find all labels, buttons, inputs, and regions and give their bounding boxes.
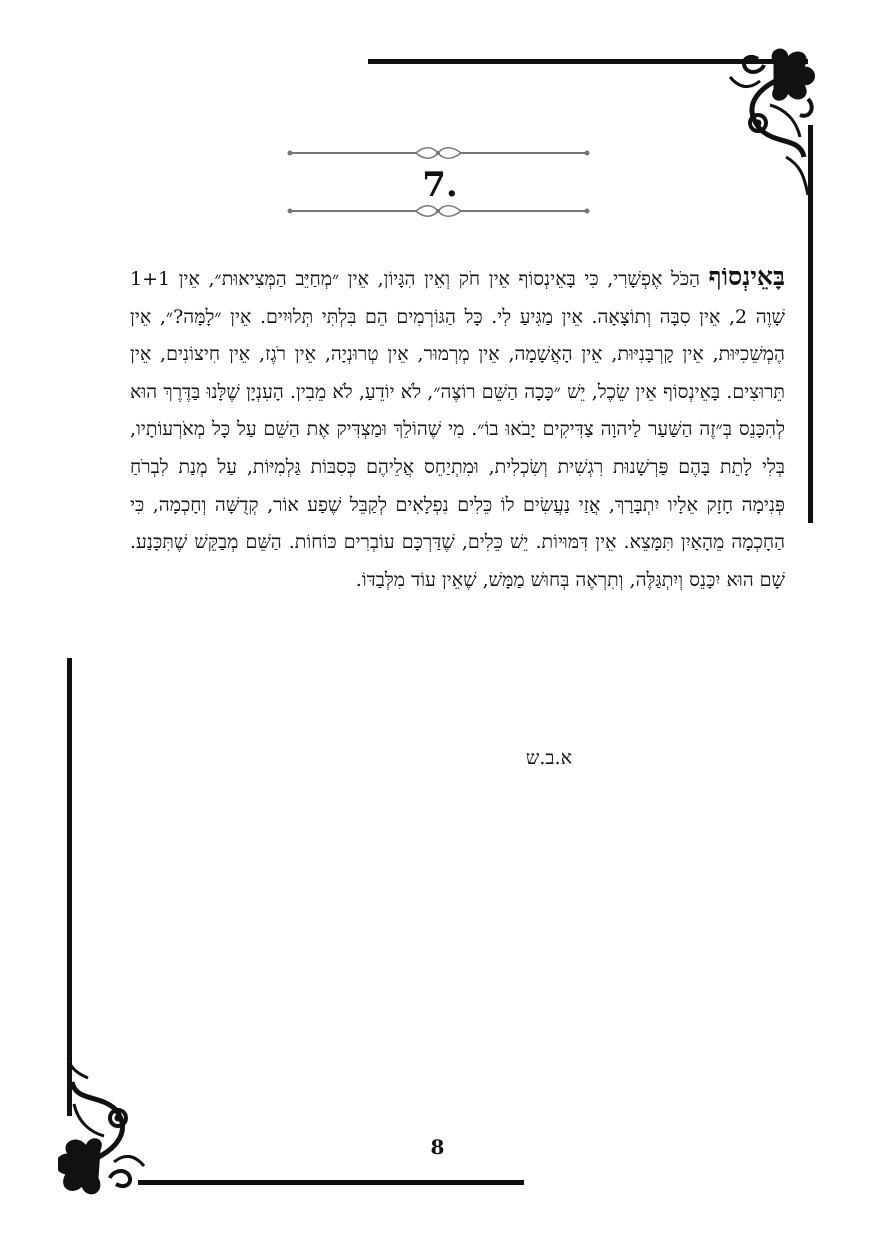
ornament-corner-bottom-left-icon [58,1058,183,1198]
frame-bottom-line [138,1180,524,1185]
chapter-divider-bottom [286,204,591,218]
author-initials: א.ב.ש [525,747,572,769]
lead-word: בָּאֵינְסוֹף [708,262,785,291]
chapter-divider-top [286,146,591,160]
body-paragraph [130,258,785,599]
frame-left-line [67,658,72,1116]
chapter-number: 7. [422,165,458,205]
page-number: 8 [430,1135,445,1159]
ornament-corner-top-right-icon [700,45,820,205]
body-text: הַכֹּל אֶפְשָׁרִי, כִּי בָּאֵינְסוֹף אֵין חֹק וְאֵין הִגָּיוֹן, אֵין ״מְחַיֵּב הַמְּצִיאוּת״, אֵין 1+1 שָׁוֶה 2, אֵין סִבָּה וְתוֹצָאָה. אֵין מַגִּיעַ לִי. כָּל הַגּוֹרְמִים הֵם בִּלְתִּי תְּלוּיִים. אֵין ״לָמָּה?״, אֵין הֶמְשֵׁכִיּוּת, אֵין קָרְבָּנִיּוּת, אֵין הָאֲשָׁמָה, אֵין מְרְמוּר, אֵין טְרוּנְיָה, אֵין רֹגֶז, אֵין חִיצוֹנִים, אֵין תֵּרוּצִים. בָּאֵינְסוֹף אֵין שֵׂכֶל, יֵשׁ ״כָּכָה הַשֵּׁם רוֹצֶה״, לֹא יוֹדֵעַ, לֹא מֵבִין. הָעִנְיָן שֶׁלָּנוּ בַּדֶּרֶךְ הוּא לְהִכָּנֵס בְּ״זֶה הַשַּׁעַר לַיהוָה צַדִּיקִים יָבֹאוּ בוֹ״. מִי שֶׁהוֹלֵךְ וּמַצְדִּיק אֶת הַשֵּׁם עַל כָּל מְאֹרְעוֹתָיו, בְּלִי לָתֵת בָּהֶם פַּרְשָׁנוּת רִגְשִׁית וְשִׂכְלִית, וּמִתְיַחֵס אֲלֵיהֶם כְּסִבּוֹת גַּלְמִיּוֹת, עַל מְנַת לִבְרֹחַ פְּנִימָה חָזָק אֵלָיו יִתְבָּרַךְ, אֲזַי נַעֲשִׂים לוֹ כֵּלִים נִפְלָאִים לְקַבֵּל שֶׁפַע אוֹר, קְדֻשָּׁה וְחָכְמָה, כִּי הַחָכְמָה מֵהָאַיִן תִּמָּצֵא. אֵין דִּמּוּיוֹת. יֵשׁ כֵּלִים, שֶׁדַּרְכָּם עוֹבְרִים כּוֹחוֹת. הַשֵּׁם מְבַקֵּשׁ שֶׁתִּכָּנַע. שָׁם הוּא יִכָּנֵס וְיִתְגַּלֶּה, וְתִרְאֶה בְּחוּשׁ מַמָּשׁ, שֶׁאֵין עוֹד מִלְּבַדּוֹ. [130,268,785,591]
